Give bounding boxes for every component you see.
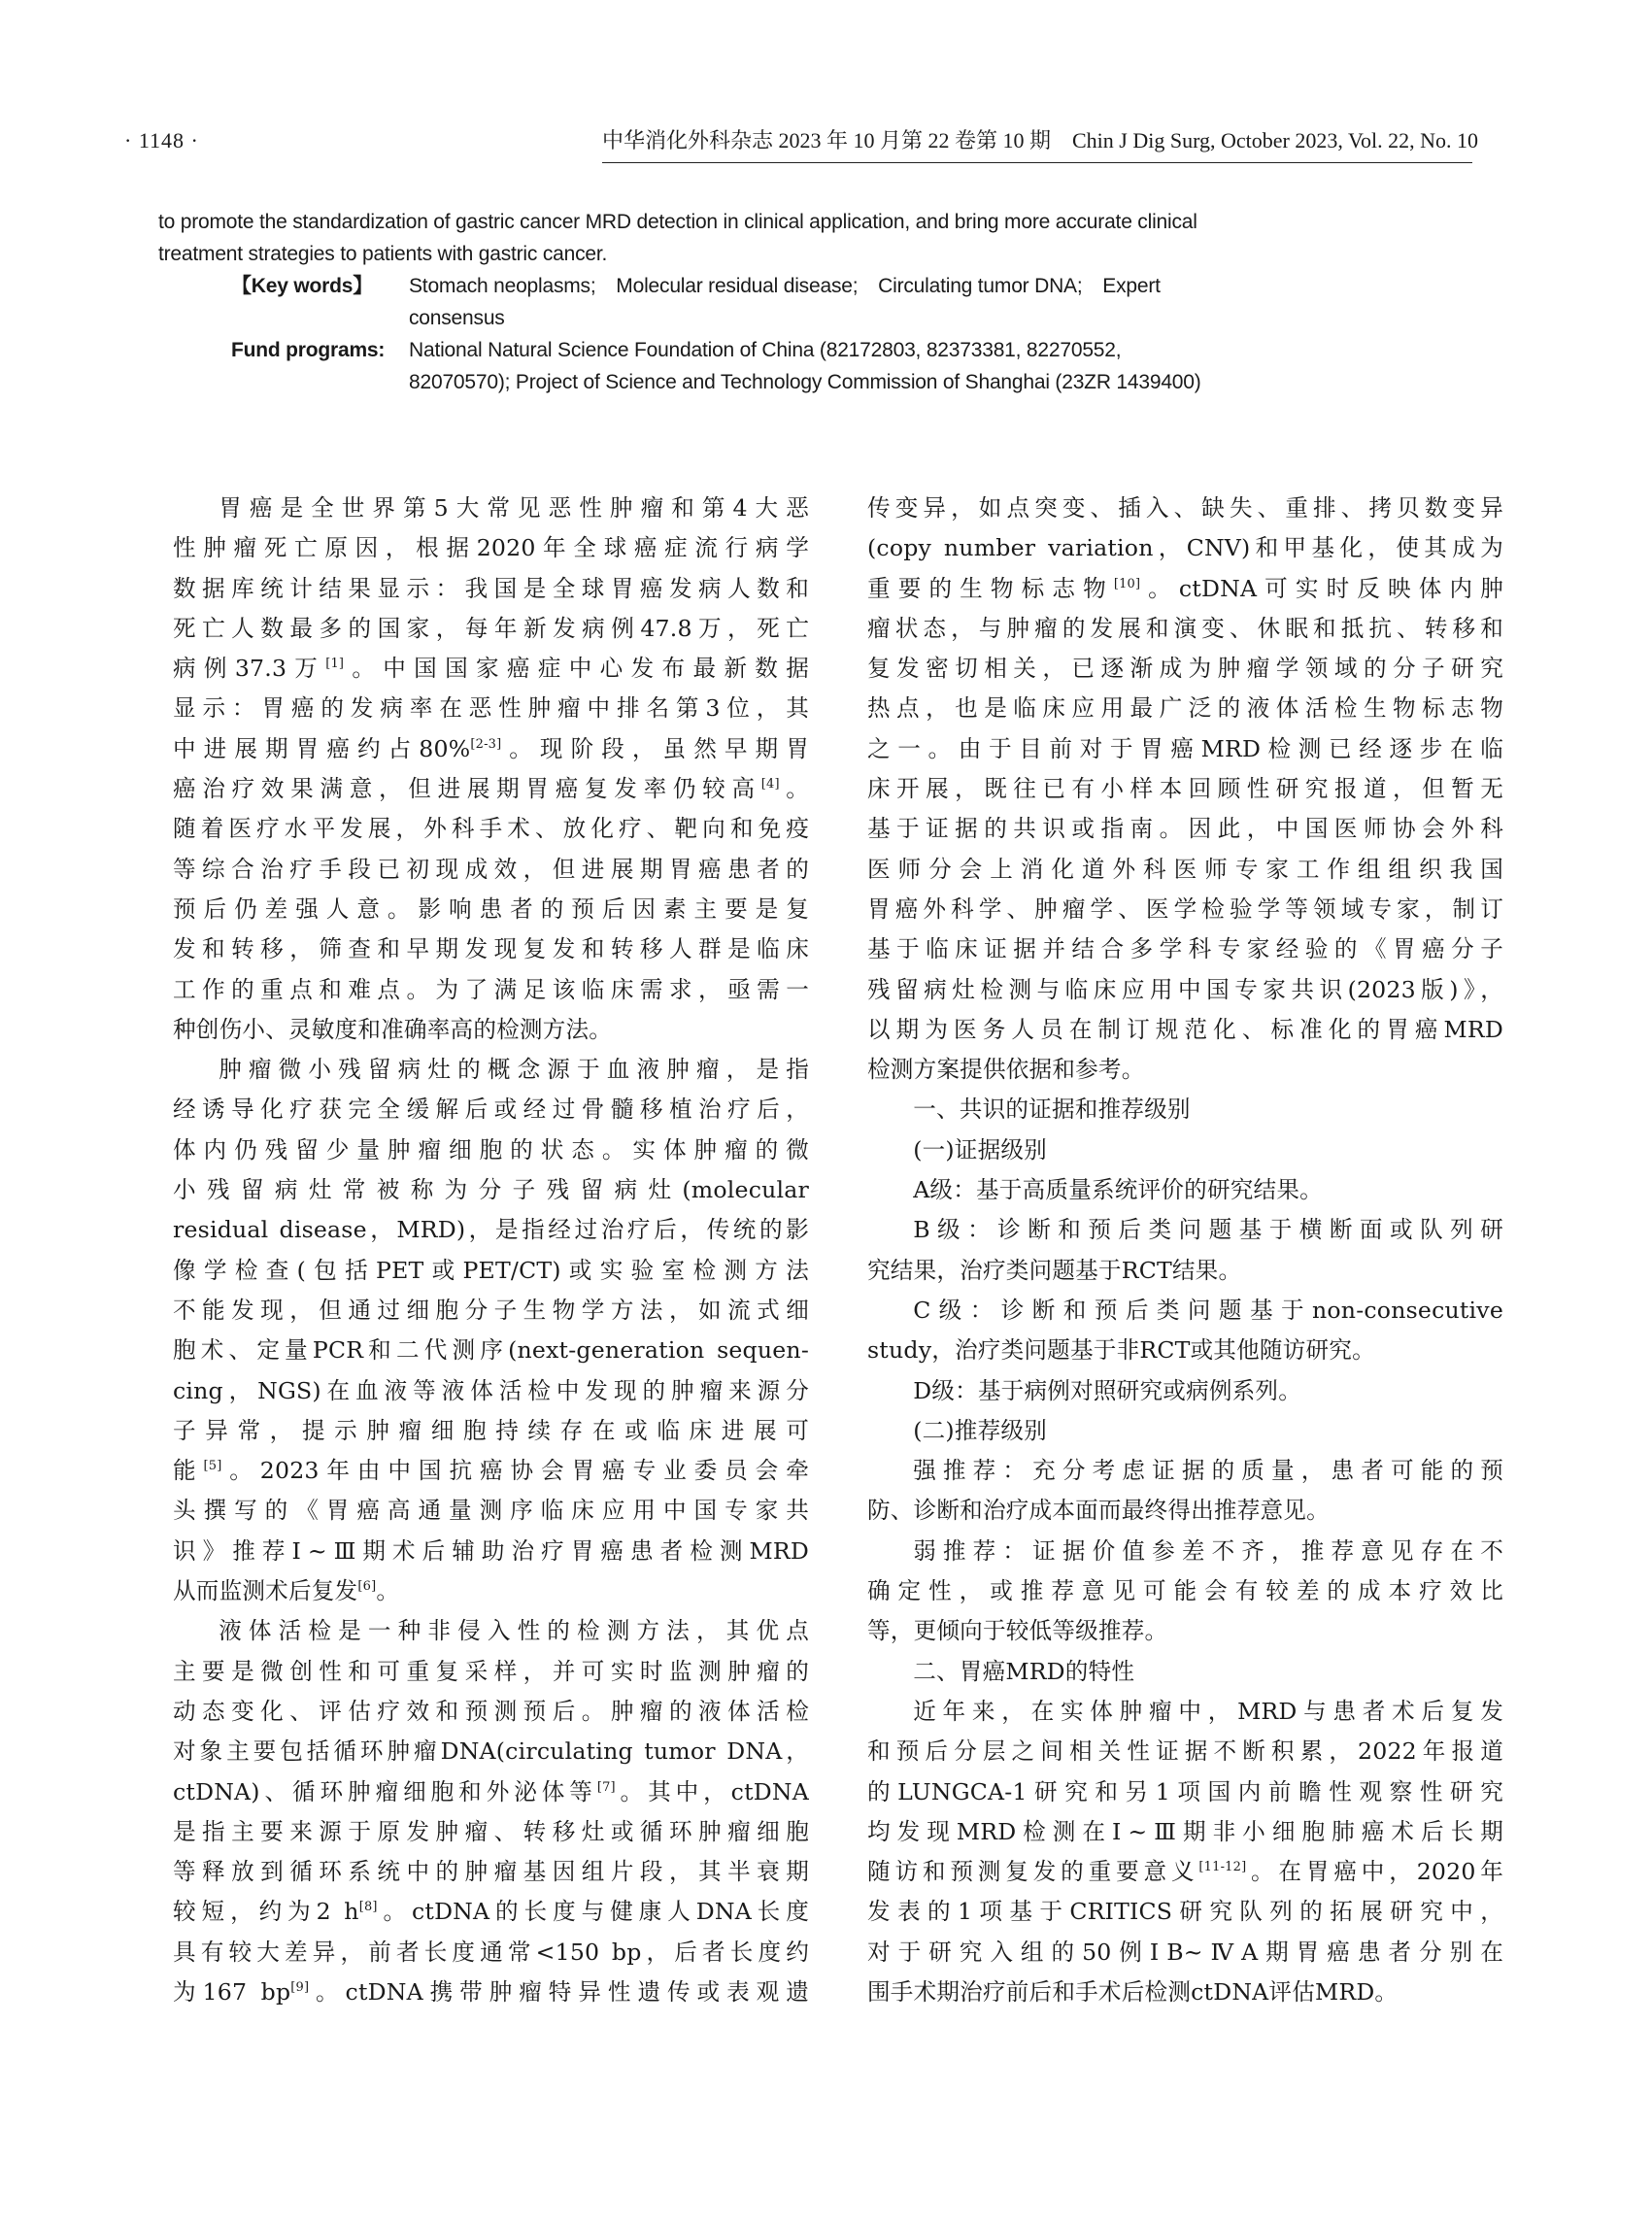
citation-ref[interactable]: [5] — [203, 1459, 222, 1474]
text-line: 残留病灶检测与临床应用中国专家共识(2023版)》， — [867, 975, 1503, 1003]
citation-ref[interactable]: [8] — [358, 1900, 378, 1915]
text-line: C级：诊断和预后类问题基于non-consecutive — [913, 1296, 1503, 1324]
keywords-label: 【Key words】 — [231, 275, 373, 297]
text-line: 热点，也是临床应用最广泛的液体活检生物标志物 — [867, 694, 1503, 723]
text-line: 复发密切相关，已逐渐成为肿瘤学领域的分子研究 — [867, 655, 1503, 683]
text-line: 等综合治疗手段已初现成效，但进展期胃癌患者的 — [173, 855, 809, 883]
text-line: 胞术、定量PCR和二代测序(next-generation sequen- — [173, 1336, 809, 1365]
text-line: 究结果，治疗类问题基于RCT结果。 — [867, 1256, 1242, 1284]
text-line: 头撰写的《胃癌高通量测序临床应用中国专家共 — [173, 1497, 809, 1525]
page-number: · 1148 · — [124, 128, 199, 152]
text-line: residual disease，MRD)，是指经过治疗后，传统的影 — [173, 1216, 809, 1244]
text-line: 死亡人数最多的国家，每年新发病例47.8万，死亡 — [173, 614, 809, 642]
citation-ref[interactable]: [11-12] — [1198, 1860, 1247, 1875]
citation-ref[interactable]: [4] — [760, 777, 780, 793]
fund-row — [231, 334, 1222, 398]
text-line: ctDNA)、循环肿瘤细胞和外泌体等[7]。其中，ctDNA — [173, 1777, 809, 1805]
text-line: 能[5]。2023年由中国抗癌协会胃癌专业委员会牵 — [173, 1457, 809, 1485]
text-line: 弱推荐：证据价值参差不齐，推荐意见存在不 — [913, 1536, 1503, 1565]
text-line: study，治疗类问题基于非RCT或其他随访研究。 — [867, 1336, 1375, 1365]
citation-ref[interactable]: [2-3] — [470, 736, 502, 752]
text-line: (二)推荐级别 — [913, 1416, 1047, 1444]
text-line: 近年来，在实体肿瘤中，MRD与患者术后复发 — [913, 1697, 1503, 1725]
text-line: 以期为医务人员在制订规范化、标准化的胃癌MRD — [867, 1015, 1503, 1043]
text-line: 像学检查(包括PET或PET/CT)或实验室检测方法 — [173, 1256, 809, 1284]
citation-ref[interactable]: [10] — [1113, 576, 1141, 591]
text-line: 胃癌外科学、肿瘤学、医学检验学等领域专家，制订 — [867, 894, 1503, 923]
text-line: 病例37.3万[1]。中国国家癌症中心发布最新数据 — [173, 655, 809, 683]
keywords-row — [231, 270, 1222, 334]
citation-ref[interactable]: [6] — [357, 1579, 377, 1595]
text-line: 显示：胃癌的发病率在恶性肿瘤中排名第3位，其 — [173, 694, 809, 723]
text-line: 较短，约为2 h[8]。ctDNA的长度与健康人DNA长度 — [173, 1898, 809, 1926]
text-line: 从而监测术后复发[6]。 — [173, 1577, 400, 1605]
text-line: 一、共识的证据和推荐级别 — [913, 1096, 1191, 1124]
text-line: 防、诊断和治疗成本面而最终得出推荐意见。 — [867, 1497, 1330, 1525]
text-line: 等，更倾向于较低等级推荐。 — [867, 1617, 1168, 1645]
text-line: 传变异，如点突变、插入、缺失、重排、拷贝数变异 — [867, 494, 1503, 522]
text-line: 医师分会上消化道外科医师专家工作组组织我国 — [867, 855, 1503, 883]
text-line: 肿瘤微小残留病灶的概念源于血液肿瘤，是指 — [219, 1056, 809, 1084]
text-line: 动态变化、评估疗效和预测预后。肿瘤的液体活检 — [173, 1697, 809, 1725]
text-line: 均发现MRD检测在Ⅰ~Ⅲ期非小细胞肺癌术后长期 — [867, 1817, 1503, 1845]
body-column-left — [173, 489, 809, 2012]
text-line: 强推荐：充分考虑证据的质量，患者可能的预 — [913, 1457, 1503, 1485]
citation-ref[interactable]: [9] — [290, 1980, 310, 1996]
fund-value: National Natural Science Foundation of China (82172803, 82373381, 82270552, 82070570); Project of Science and Technology Commission of Shanghai (23ZR 1439400) — [409, 339, 1201, 393]
text-line: 瘤状态，与肿瘤的发展和演变、休眠和抵抗、转移和 — [867, 614, 1503, 642]
text-line: 子异常，提示肿瘤细胞持续存在或临床进展可 — [173, 1416, 809, 1444]
text-line: 具有较大差异，前者长度通常<150 bp，后者长度约 — [173, 1938, 809, 1966]
text-line: 对于研究入组的50例ⅠB~ⅣA期胃癌患者分别在 — [867, 1938, 1503, 1966]
text-line: 围手术期治疗前后和手术后检测ctDNA评估MRD。 — [867, 1977, 1399, 2006]
fund-label: Fund programs: — [231, 339, 386, 361]
text-line: 重要的生物标志物[10]。ctDNA可实时反映体内肿 — [867, 574, 1503, 602]
text-line: 中进展期胃癌约占80%[2-3]。现阶段，虽然早期胃 — [173, 734, 809, 762]
body-column-right — [867, 489, 1503, 2012]
text-line: 识》推荐Ⅰ~Ⅲ期术后辅助治疗胃癌患者检测MRD — [173, 1536, 809, 1565]
text-line: 种创伤小、灵敏度和准确率高的检测方法。 — [173, 1015, 613, 1043]
text-line: 经诱导化疗获完全缓解后或经过骨髓移植治疗后， — [173, 1096, 809, 1124]
text-line: 床开展，既往已有小样本回顾性研究报道，但暂无 — [867, 775, 1503, 803]
text-line: (一)证据级别 — [913, 1135, 1047, 1164]
text-line: D级：基于病例对照研究或病例系列。 — [913, 1376, 1302, 1404]
text-line: cing，NGS)在血液等液体活检中发现的肿瘤来源分 — [173, 1376, 809, 1404]
text-line: 随访和预测复发的重要意义[11-12]。在胃癌中，2020年 — [867, 1858, 1503, 1886]
text-line: 随着医疗水平发展，外科手术、放化疗、靶向和免疫 — [173, 815, 809, 843]
text-line: 基于临床证据并结合多学科专家经验的《胃癌分子 — [867, 935, 1503, 963]
citation-ref[interactable]: [1] — [325, 657, 345, 672]
text-line: 之一。由于目前对于胃癌MRD检测已经逐步在临 — [867, 734, 1503, 762]
text-line: 工作的重点和难点。为了满足该临床需求，亟需一 — [173, 975, 809, 1003]
text-line: 性肿瘤死亡原因，根据2020年全球癌症流行病学 — [173, 534, 809, 562]
text-line: 数据库统计结果显示：我国是全球胃癌发病人数和 — [173, 574, 809, 602]
text-line: 发表的1项基于CRITICS研究队列的拓展研究中， — [867, 1898, 1503, 1926]
abstract-text-tail: to promote the standardization of gastric cancer MRD detection in clinical application, and bring more accurate clinical treatment strategies to patients with gastric cancer. — [158, 211, 1197, 265]
text-line: 不能发现，但通过细胞分子生物学方法，如流式细 — [173, 1296, 809, 1324]
text-line: 癌治疗效果满意，但进展期胃癌复发率仍较高[4]。 — [173, 775, 809, 803]
text-line: 预后仍差强人意。影响患者的预后因素主要是复 — [173, 894, 809, 923]
journal-running-head: 中华消化外科杂志 2023 年 10 月第 22 卷第 10 期 Chin J Dig Surg, October 2023, Vol. 22, No. 10 — [602, 124, 1472, 163]
text-line: 和预后分层之间相关性证据不断积累，2022年报道 — [867, 1737, 1503, 1766]
text-line: A级：基于高质量系统评价的研究结果。 — [913, 1176, 1323, 1204]
text-line: 液体活检是一种非侵入性的检测方法，其优点 — [219, 1617, 809, 1645]
text-line: 为167 bp[9]。ctDNA携带肿瘤特异性遗传或表观遗 — [173, 1977, 809, 2006]
text-line: B级：诊断和预后类问题基于横断面或队列研 — [913, 1216, 1503, 1244]
abstract-section — [158, 206, 1222, 398]
text-line: 胃癌是全世界第5大常见恶性肿瘤和第4大恶 — [219, 494, 809, 522]
text-line: 对象主要包括循环肿瘤DNA(circulating tumor DNA， — [173, 1737, 809, 1766]
text-line: 确定性，或推荐意见可能会有较差的成本疗效比 — [867, 1577, 1503, 1605]
text-line: 主要是微创性和可重复采样，并可实时监测肿瘤的 — [173, 1657, 809, 1685]
text-line: 等释放到循环系统中的肿瘤基因组片段，其半衰期 — [173, 1858, 809, 1886]
text-line: 的LUNGCA-1研究和另1项国内前瞻性观察性研究 — [867, 1777, 1503, 1805]
text-line: 发和转移，筛查和早期发现复发和转移人群是临床 — [173, 935, 809, 963]
text-line: 基于证据的共识或指南。因此，中国医师协会外科 — [867, 815, 1503, 843]
citation-ref[interactable]: [7] — [596, 1779, 616, 1795]
text-line: 小残留病灶常被称为分子残留病灶(molecular — [173, 1176, 809, 1204]
text-line: (copy number variation，CNV)和甲基化，使其成为 — [867, 534, 1503, 562]
text-line: 二、胃癌MRD的特性 — [913, 1657, 1135, 1685]
text-line: 体内仍残留少量肿瘤细胞的状态。实体肿瘤的微 — [173, 1135, 809, 1164]
text-line: 是指主要来源于原发肿瘤、转移灶或循环肿瘤细胞 — [173, 1817, 809, 1845]
text-line: 检测方案提供依据和参考。 — [867, 1056, 1145, 1084]
keywords-value: Stomach neoplasms; Molecular residual disease; Circulating tumor DNA; Expert consensus — [409, 275, 1161, 329]
